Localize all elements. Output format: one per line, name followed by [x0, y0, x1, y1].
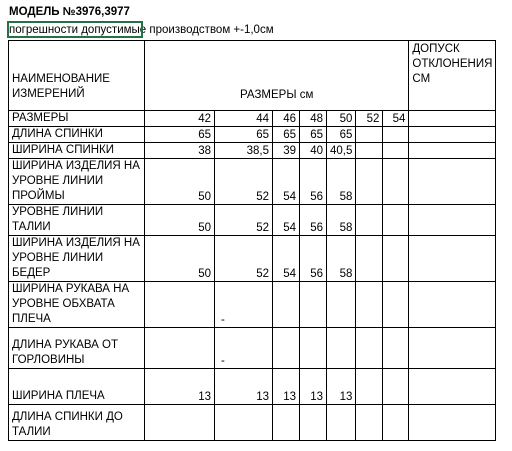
value-cell[interactable]	[383, 159, 409, 205]
value-cell[interactable]	[273, 282, 300, 328]
header-row	[9, 41, 496, 111]
value-cell[interactable]	[327, 328, 356, 369]
value-cell[interactable]: 50	[327, 111, 356, 127]
table-row	[9, 159, 496, 205]
value-cell[interactable]	[356, 159, 383, 205]
value-cell[interactable]: -	[215, 328, 273, 369]
value-cell[interactable]	[300, 328, 327, 369]
value-cell[interactable]: 54	[273, 236, 300, 282]
table-row	[9, 282, 496, 328]
value-cell[interactable]	[356, 205, 383, 236]
value-cell[interactable]	[409, 205, 496, 236]
table-row	[9, 127, 496, 143]
value-cell[interactable]: 38	[145, 143, 215, 159]
value-cell[interactable]: 50	[145, 159, 215, 205]
table-row	[9, 369, 496, 405]
row-label-cell[interactable]: ШИРИНА СПИНКИ	[9, 143, 145, 159]
row-label-cell[interactable]: ДЛИНА РУКАВА ОТ ГОРЛОВИНЫ	[9, 328, 145, 369]
value-cell[interactable]: 50	[145, 205, 215, 236]
tolerance-note: погрешности допустимые производством +-1,0см	[9, 24, 274, 36]
value-cell[interactable]	[356, 405, 383, 441]
value-cell[interactable]	[145, 405, 215, 441]
value-cell[interactable]: 50	[145, 236, 215, 282]
value-cell[interactable]: 13	[273, 369, 300, 405]
table-row	[9, 328, 496, 369]
value-cell[interactable]: 56	[300, 205, 327, 236]
value-cell[interactable]: 13	[327, 369, 356, 405]
value-cell[interactable]	[300, 405, 327, 441]
value-cell[interactable]	[383, 282, 409, 328]
value-cell[interactable]	[145, 282, 215, 328]
value-cell[interactable]	[409, 282, 496, 328]
table-row	[9, 405, 496, 441]
value-cell[interactable]: 52	[215, 205, 273, 236]
value-cell[interactable]: 56	[300, 159, 327, 205]
value-cell[interactable]: 13	[145, 369, 215, 405]
measurements-table	[8, 40, 496, 441]
value-cell[interactable]	[383, 328, 409, 369]
table-row	[9, 143, 496, 159]
value-cell[interactable]	[409, 127, 496, 143]
value-cell[interactable]	[327, 405, 356, 441]
header-name-cell[interactable]: НАИМЕНОВАНИЕ ИЗМЕРЕНИЙ	[9, 41, 145, 111]
value-cell[interactable]: 40,5	[327, 143, 356, 159]
value-cell[interactable]: 52	[215, 236, 273, 282]
value-cell[interactable]	[356, 143, 383, 159]
value-cell[interactable]	[356, 236, 383, 282]
value-cell[interactable]	[300, 282, 327, 328]
value-cell[interactable]	[409, 405, 496, 441]
row-label-cell[interactable]: РАЗМЕРЫ	[9, 111, 145, 127]
value-cell[interactable]	[409, 111, 496, 127]
row-label-cell[interactable]: ШИРИНА ИЗДЕЛИЯ НА УРОВНЕ ЛИНИИ БЕДЕР	[9, 236, 145, 282]
value-cell[interactable]: 13	[215, 369, 273, 405]
row-label-cell[interactable]: ДЛИНА СПИНКИ	[9, 127, 145, 143]
value-cell[interactable]: 39	[273, 143, 300, 159]
value-cell[interactable]: 58	[327, 205, 356, 236]
table-row	[9, 111, 496, 127]
value-cell[interactable]	[383, 205, 409, 236]
value-cell[interactable]	[273, 328, 300, 369]
row-label-cell[interactable]: ШИРИНА ПЛЕЧА	[9, 369, 145, 405]
row-label-cell[interactable]: ДЛИНА СПИНКИ ДО ТАЛИИ	[9, 405, 145, 441]
value-cell[interactable]	[383, 369, 409, 405]
value-cell[interactable]: 54	[273, 205, 300, 236]
value-cell[interactable]	[409, 328, 496, 369]
header-tolerance-cell[interactable]: ДОПУСК ОТКЛОНЕНИЯ СМ	[409, 41, 496, 111]
value-cell[interactable]	[356, 328, 383, 369]
value-cell[interactable]: 40	[300, 143, 327, 159]
value-cell[interactable]: 48	[300, 111, 327, 127]
value-cell[interactable]	[356, 369, 383, 405]
value-cell[interactable]: 58	[327, 236, 356, 282]
value-cell[interactable]: 65	[300, 127, 327, 143]
model-title: МОДЕЛЬ №3976,3977	[9, 6, 130, 18]
value-cell[interactable]	[409, 143, 496, 159]
value-cell[interactable]	[383, 405, 409, 441]
value-cell[interactable]	[327, 282, 356, 328]
value-cell[interactable]	[409, 369, 496, 405]
value-cell[interactable]: 58	[327, 159, 356, 205]
value-cell[interactable]: 54	[383, 111, 409, 127]
value-cell[interactable]: 42	[145, 111, 215, 127]
value-cell[interactable]: 65	[145, 127, 215, 143]
value-cell[interactable]: 44	[215, 111, 273, 127]
value-cell[interactable]	[409, 236, 496, 282]
value-cell[interactable]: 46	[273, 111, 300, 127]
value-cell[interactable]	[356, 127, 383, 143]
value-cell[interactable]	[383, 236, 409, 282]
header-sizes-cell[interactable]: РАЗМЕРЫ см	[145, 41, 409, 111]
value-cell[interactable]: 52	[215, 159, 273, 205]
value-cell[interactable]: 54	[273, 159, 300, 205]
row-label-cell[interactable]: ШИРИНА ИЗДЕЛИЯ НА УРОВНЕ ЛИНИИ ПРОЙМЫ	[9, 159, 145, 205]
value-cell[interactable]	[215, 405, 273, 441]
value-cell[interactable]	[356, 282, 383, 328]
value-cell[interactable]	[145, 328, 215, 369]
value-cell[interactable]: 65	[215, 127, 273, 143]
value-cell[interactable]: 13	[300, 369, 327, 405]
row-label-cell[interactable]: ШИРИНА РУКАВА НА УРОВНЕ ОБХВАТА ПЛЕЧА	[9, 282, 145, 328]
value-cell[interactable]	[409, 159, 496, 205]
value-cell[interactable]: 65	[327, 127, 356, 143]
value-cell[interactable]: -	[215, 282, 273, 328]
value-cell[interactable]: 56	[300, 236, 327, 282]
row-label-cell[interactable]: УРОВНЕ ЛИНИИ ТАЛИИ	[9, 205, 145, 236]
value-cell[interactable]	[273, 405, 300, 441]
value-cell[interactable]	[383, 127, 409, 143]
value-cell[interactable]	[383, 143, 409, 159]
table-row	[9, 236, 496, 282]
value-cell[interactable]: 65	[273, 127, 300, 143]
table-row	[9, 205, 496, 236]
value-cell[interactable]: 52	[356, 111, 383, 127]
value-cell[interactable]: 38,5	[215, 143, 273, 159]
